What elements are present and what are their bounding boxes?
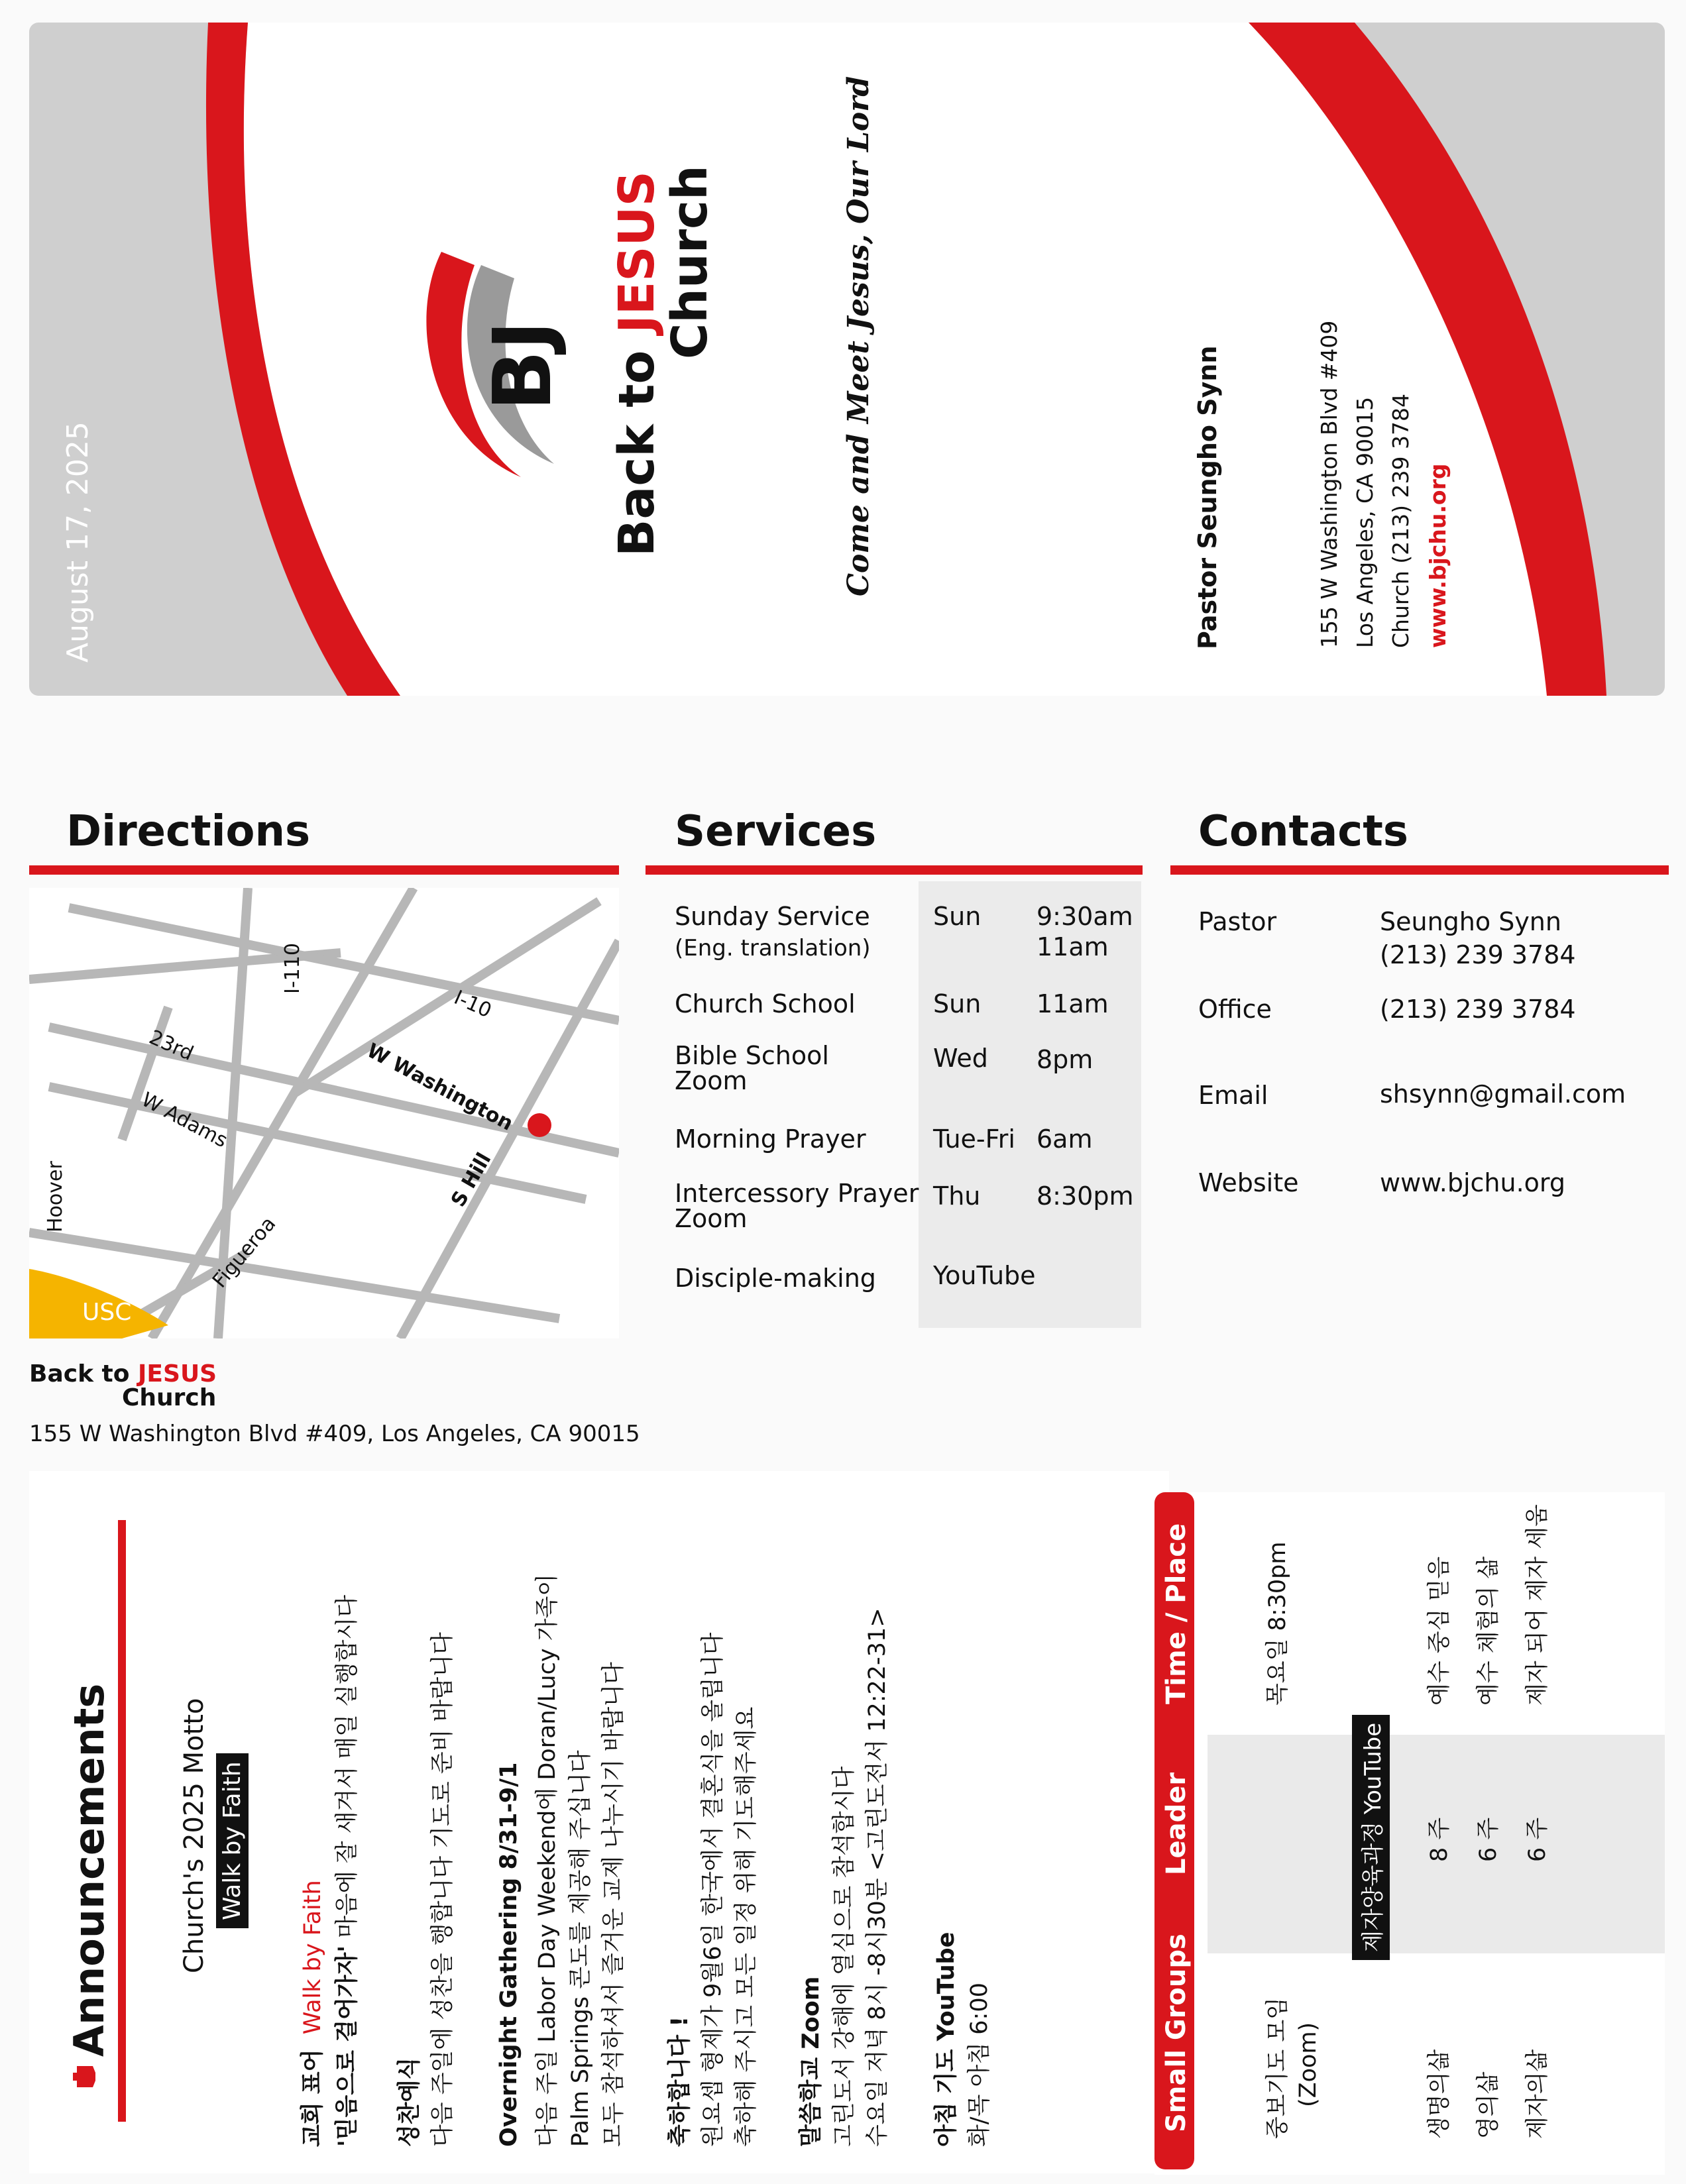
announcement-3-line1: 원요셉 형제가 9월6일 한국에서 결혼식을 올립니다 (700, 1632, 726, 2147)
service-time-2: 11am (1037, 932, 1109, 961)
announcement-5-title: 아침 기도 YouTube (933, 1932, 960, 2147)
map-label-i110: I-110 (281, 943, 304, 994)
motto-korean-text: 마음에 잘 새겨서 매일 실행합시다 (334, 1594, 361, 1945)
service-day: Thu (933, 1181, 981, 1211)
announcement-2-line3: 모두 참석하셔서 즐거운 교제 나누시기 바랍니다 (600, 1662, 627, 2147)
motto-korean-bold: '믿음으로 걸어가자' (334, 1945, 361, 2147)
map-label-hoover: Hoover (44, 1161, 67, 1232)
contact-value-office: (213) 239 3784 (1380, 995, 1576, 1024)
announcement-2-line2: Palm Springs 콘도를 제공해 주십니다 (567, 1750, 594, 2147)
service-day: Tue-Fri (933, 1124, 1015, 1154)
small-group-2-name: 생명의삶 (1426, 2049, 1453, 2139)
map-label-usc: USC (82, 1299, 132, 1326)
service-row-bible-school (675, 1043, 829, 1093)
motto-prefix: 교회 표어 (300, 2049, 326, 2147)
map-label-i10: I-10 (450, 986, 495, 1023)
motto-title: Church's 2025 Motto (179, 1698, 209, 1973)
announcement-2-title: Overnight Gathering 8/31-9/1 (496, 1762, 522, 2147)
motto-red-text: Walk by Faith (300, 1880, 326, 2035)
services-divider (646, 865, 1143, 875)
small-group-4-topic: 제자 되어 제자 세움 (1524, 1504, 1551, 1706)
service-time (1037, 901, 1133, 962)
map-label-shill: S Hill (447, 1148, 496, 1211)
contact-pastor-phone: (213) 239 3784 (1380, 940, 1576, 969)
directions-title: Directions (66, 807, 311, 856)
map-label-washington: W Washington (363, 1039, 517, 1136)
directions-church-name (29, 1362, 217, 1410)
church-name-jesus: JESUS (608, 171, 665, 333)
service-name: Sunday Service (675, 902, 870, 931)
directions-divider (29, 865, 619, 875)
service-name: Bible School (675, 1041, 829, 1070)
logo-letters: BJ (477, 320, 569, 411)
small-group-1-name: 중보기도 모임 (1264, 1997, 1291, 2139)
small-group-3-name: 영의삶 (1475, 2071, 1502, 2139)
motto-badge: Walk by Faith (216, 1753, 249, 1928)
directions-address: 155 W Washington Blvd #409, Los Angeles, CA 90015 (29, 1421, 640, 1447)
contact-label-office: Office (1198, 995, 1272, 1024)
street-map-graphic (29, 888, 619, 1338)
small-groups-header-leader: Leader (1161, 1772, 1192, 1875)
service-sub: Zoom (675, 1066, 748, 1095)
contact-label-pastor: Pastor (1198, 907, 1277, 936)
cover-pastor: Pastor Seungho Synn (1193, 345, 1222, 649)
service-name: Intercessory Prayer (675, 1179, 919, 1208)
announcement-2-line1: 다음 주일 Labor Day Weekend에 Doran/Lucy 가족이 (534, 1573, 561, 2147)
announcement-1-text: 다음 주일에 성찬을 행합니다 기도로 준비 바랍니다 (429, 1632, 456, 2147)
contact-value-website[interactable]: www.bjchu.org (1380, 1168, 1565, 1197)
announcement-4-line2: 수요일 저녁 8시 -8시30분 <고린도전서 12:22-31> (864, 1608, 891, 2147)
small-group-1-time: 목요일 8:30pm (1264, 1541, 1291, 1706)
small-groups-header-time: Time / Place (1161, 1523, 1192, 1704)
motto-line2 (329, 1595, 362, 2147)
small-group-4-name: 제자의삶 (1524, 2049, 1551, 2139)
announcement-1-title: 성찬예식 (396, 2057, 423, 2147)
megaphone-icon (73, 2065, 99, 2089)
service-row-sunday (675, 901, 871, 963)
map-label-23rd: 23rd (145, 1026, 197, 1066)
service-day: Sun (933, 989, 982, 1018)
contact-label-email: Email (1198, 1081, 1268, 1110)
map-label-figueroa: Figueroa (208, 1212, 281, 1293)
small-groups-header-groups: Small Groups (1161, 1934, 1192, 2132)
contact-pastor-name: Seungho Synn (1380, 907, 1561, 936)
service-row-disciple-making: Disciple-making (675, 1264, 876, 1293)
service-time: 6am (1037, 1124, 1093, 1154)
service-row-morning-prayer: Morning Prayer (675, 1124, 866, 1154)
motto-line1 (294, 1880, 327, 2147)
announcements-divider (118, 1520, 126, 2122)
directions-church-jesus: JESUS (138, 1360, 217, 1388)
contact-value-email[interactable]: shsynn@gmail.com (1380, 1079, 1626, 1109)
service-row-church-school: Church School (675, 989, 856, 1018)
announcement-4-title: 말씀학교 Zoom (798, 1976, 824, 2147)
small-group-1-sub: (Zoom) (1295, 2022, 1321, 2107)
map-label-adams: W Adams (137, 1088, 231, 1153)
service-time: 11am (1037, 989, 1109, 1018)
bulletin-date: August 17, 2025 (61, 421, 95, 663)
directions-church-back-to: Back to (29, 1360, 139, 1388)
discipleship-badge: 제자양육과정 YouTube (1352, 1715, 1390, 1960)
service-day: Sun (933, 902, 982, 931)
small-group-2-weeks: 8 주 (1426, 1817, 1453, 1862)
cover-phone: Church (213) 239 3784 (1388, 394, 1414, 648)
service-row-intercessory-prayer (675, 1181, 919, 1231)
service-time-1: 9:30am (1037, 902, 1133, 931)
church-name-line1 (608, 171, 665, 557)
announcements-title: Announcements (65, 1683, 113, 2057)
contacts-title: Contacts (1198, 807, 1408, 856)
church-slogan: Come and Meet Jesus, Our Lord (842, 76, 875, 596)
service-day: Wed (933, 1044, 988, 1073)
directions-church-church: Church (122, 1384, 217, 1411)
contact-value-pastor (1380, 905, 1576, 971)
cover-address2: Los Angeles, CA 90015 (1352, 396, 1378, 648)
service-day: YouTube (933, 1261, 1036, 1290)
announcement-3-title: 축하합니다 ! (667, 2016, 693, 2147)
small-group-3-topic: 예수 체험의 삶 (1475, 1556, 1502, 1706)
announcement-4-line1: 고린도서 강해에 열심으로 참석합시다 (831, 1766, 858, 2147)
small-group-4-weeks: 6 주 (1524, 1817, 1551, 1862)
service-sub: (Eng. translation) (675, 935, 871, 961)
contacts-divider (1170, 865, 1669, 875)
church-name-back-to: Back to (608, 333, 665, 557)
small-group-3-weeks: 6 주 (1475, 1817, 1502, 1862)
announcement-3-line2: 축하해 주시고 모든 일정 위해 기도해주세요 (733, 1706, 759, 2147)
announcement-5-line1: 화/목 아침 6:00 (966, 1983, 993, 2147)
contact-label-website: Website (1198, 1168, 1299, 1197)
cover-address1: 155 W Washington Blvd #409 (1316, 320, 1342, 648)
church-name-line2: Church (661, 165, 718, 359)
directions-map (29, 888, 619, 1338)
service-time: 8:30pm (1037, 1181, 1134, 1211)
service-sub: Zoom (675, 1204, 748, 1233)
small-group-2-topic: 예수 중심 믿음 (1426, 1556, 1453, 1706)
service-time: 8pm (1037, 1045, 1094, 1074)
services-title: Services (675, 807, 877, 856)
cover-website-link[interactable]: www.bjchu.org (1425, 463, 1451, 648)
